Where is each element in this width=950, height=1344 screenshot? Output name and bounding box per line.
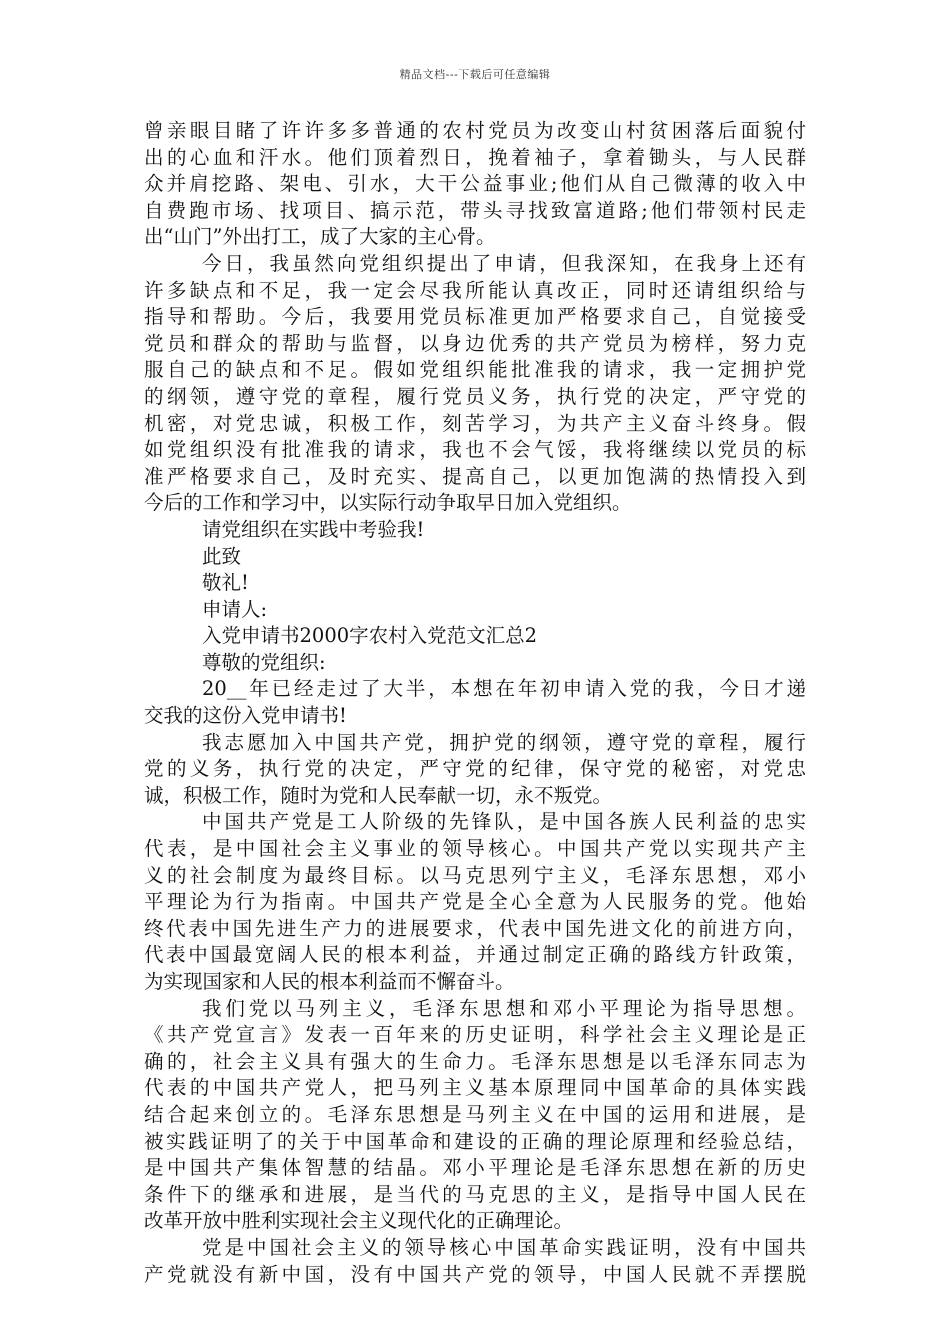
text-line: 结合起来创立的。毛泽东思想是马列主义在中国的运用和进展，是 xyxy=(144,1102,806,1126)
text-line: 今日，我虽然向党组织提出了申请，但我深知，在我身上还有 xyxy=(202,251,806,275)
text-line: 此致 xyxy=(202,544,242,568)
text-line: 代表的中国共产党人，把马列主义基本原理同中国革命的具体实践 xyxy=(144,1076,806,1100)
text-line: 代表，是中国社会主义事业的领导核心。中国共产党以实现共产主 xyxy=(144,837,806,861)
text-line: 诚，积极工作，随时为党和人民奉献一切，永不叛党。 xyxy=(144,783,613,807)
text-line: 《共产党宣言》发表一百年来的历史证明，科学社会主义理论是正 xyxy=(144,1023,806,1047)
text-line: 申请人: xyxy=(202,597,268,621)
text-line: 入党申请书2000字农村入党范文汇总2 xyxy=(202,624,538,648)
text-line: 产党就没有新中国，没有中国共产党的领导，中国人民就不弄摆脱 xyxy=(144,1262,806,1286)
text-line: 代表中国最宽阔人民的根本利益，并通过制定正确的路线方针政策， xyxy=(144,943,806,967)
text-line: 尊敬的党组织: xyxy=(202,650,326,674)
text-line: 党员和群众的帮助与监督，以身边优秀的共产党员为榜样，努力克 xyxy=(144,331,806,355)
text-line: 交我的这份入党申请书! xyxy=(144,704,347,728)
text-line: 请党组织在实践中考验我! xyxy=(202,517,425,541)
text-line: 出的心血和汗水。他们顶着烈日，挽着袖子，拿着锄头，与人民群 xyxy=(144,145,806,169)
text-line: 党是中国社会主义的领导核心中国革命实践证明，没有中国共 xyxy=(202,1235,806,1259)
text-line: 确的，社会主义具有强大的生命力。毛泽东思想是以毛泽东同志为 xyxy=(144,1049,806,1073)
text-line: 今后的工作和学习中，以实际行动争取早日加入党组织。 xyxy=(144,491,632,515)
text-line: 许多缺点和不足，我一定会尽我所能认真改正，同时还请组织给与 xyxy=(144,278,806,302)
text-line: 是中国共产集体智慧的结晶。邓小平理论是毛泽东思想在新的历史 xyxy=(144,1156,806,1180)
document-body xyxy=(144,118,806,1288)
text-line: 众并肩挖路、架电、引水，大干公益事业;他们从自己微薄的收入中 xyxy=(144,172,806,196)
text-line: 党的义务，执行党的决定，严守党的纪律，保守党的秘密，对党忠 xyxy=(144,757,806,781)
text-line: 中国共产党是工人阶级的先锋队，是中国各族人民利益的忠实 xyxy=(202,810,806,834)
page-header: 精品文档---下载后可任意编辑 xyxy=(399,68,551,81)
text-line: 自费跑市场、找项目、搞示范，带头寻找致富道路;他们带领村民走 xyxy=(144,198,806,222)
text-line: 为实现国家和人民的根本利益而不懈奋斗。 xyxy=(144,970,515,993)
text-line: 被实践证明了的关于中国革命和建设的正确的理论原理和经验总结， xyxy=(144,1129,806,1153)
text-line: 平理论为行为指南。中国共产党是全心全意为人民服务的党。他始 xyxy=(144,890,806,914)
text-line: 我们党以马列主义，毛泽东思想和邓小平理论为指导思想。 xyxy=(202,996,806,1020)
text-line: 指导和帮助。今后，我要用党员标准更加严格要求自己，自觉接受 xyxy=(144,305,806,329)
text-line: 服自己的缺点和不足。假如党组织能批准我的请求，我一定拥护党 xyxy=(144,358,806,382)
text-line: 20__年已经走过了大半，本想在年初申请入党的我，今日才递 xyxy=(202,677,806,701)
text-line: 改革开放中胜利实现社会主义现代化的正确理论。 xyxy=(144,1209,574,1233)
text-line: 如党组织没有批准我的请求，我也不会气馁，我将继续以党员的标 xyxy=(144,438,806,462)
text-line: 终代表中国先进生产力的进展要求，代表中国先进文化的前进方向， xyxy=(144,916,806,940)
text-line: 的纲领，遵守党的章程，履行党员义务，执行党的决定，严守党的 xyxy=(144,384,806,408)
text-line: 机密，对党忠诚，积极工作，刻苦学习，为共产主义奋斗终身。假 xyxy=(144,411,806,435)
text-line: 敬礼! xyxy=(202,571,249,595)
text-line: 义的社会制度为最终目标。以马克思列宁主义，毛泽东思想，邓小 xyxy=(144,863,806,887)
text-line: 出“山门”外出打工，成了大家的主心骨。 xyxy=(144,225,496,249)
text-line: 曾亲眼目睹了许许多多普通的农村党员为改变山村贫困落后面貌付 xyxy=(144,119,806,142)
text-line: 我志愿加入中国共产党，拥护党的纲领，遵守党的章程，履行 xyxy=(202,730,806,754)
text-line: 条件下的继承和进展，是当代的马克思的主义，是指导中国人民在 xyxy=(144,1182,806,1206)
text-line: 准严格要求自己，及时充实、提高自己，以更加饱满的热情投入到 xyxy=(144,464,806,488)
